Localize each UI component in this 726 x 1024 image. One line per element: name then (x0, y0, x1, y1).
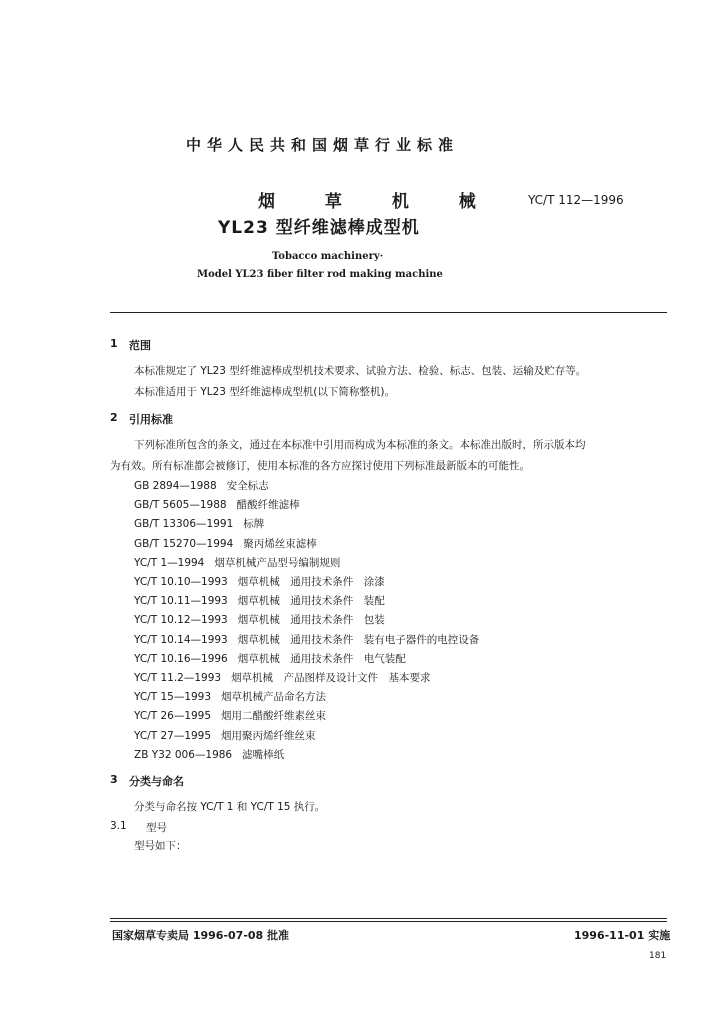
footer-divider-top (110, 918, 667, 919)
reference-title: 标牌 (243, 518, 265, 531)
reference-item (134, 632, 479, 647)
reference-code: YC/T 10.10—1993 (134, 576, 228, 588)
reference-item (134, 708, 326, 723)
reference-title: 烟用二醋酸纤维素丝束 (221, 710, 327, 723)
reference-item (134, 555, 340, 570)
section-2-title: 引用标准 (129, 413, 173, 426)
section-1-number: 1 (110, 337, 118, 350)
reference-title: 聚丙烯丝束滤棒 (243, 537, 317, 550)
standard-code: YC/T 112—1996 (528, 193, 624, 207)
subsection-3-1-title: 型号 (146, 822, 167, 834)
reference-code: ZB Y32 006—1986 (134, 748, 233, 761)
issued-date: 国家烟草专卖局 1996-07-08 批准 (112, 929, 290, 942)
reference-title: 烟草机械产品命名方法 (221, 691, 327, 704)
reference-title: 烟草机械 通用技术条件 包装 (237, 614, 385, 627)
reference-title: 烟用聚丙烯纤维丝束 (221, 729, 316, 742)
reference-item (134, 747, 284, 762)
section-3-title: 分类与命名 (129, 775, 184, 788)
reference-title: 烟草机械 通用技术条件 装配 (237, 595, 385, 608)
title-line-2: YL23 型纤维滤棒成型机 (218, 218, 420, 238)
reference-title: 烟草机械 产品图样及设计文件 基本要求 (231, 672, 431, 684)
reference-title: 烟草机械产品型号编制规则 (214, 556, 341, 569)
reference-item (134, 728, 316, 743)
reference-item (134, 497, 300, 512)
reference-code: YC/T 27—1995 (134, 729, 212, 742)
subsection-3-1-para: 型号如下： (134, 840, 187, 852)
section-3-number: 3 (110, 773, 118, 786)
reference-item (134, 651, 406, 666)
reference-title: 烟草机械 通用技术条件 涂漆 (237, 576, 385, 588)
reference-item (134, 478, 269, 493)
reference-code: YC/T 26—1995 (134, 710, 212, 723)
reference-code: YC/T 15—1993 (134, 691, 212, 704)
section-1-para-2: 本标准适用于 YL23 型纤维滤棒成型机(以下简称整机)。 (134, 386, 395, 398)
effective-date: 1996-11-01 实施 (574, 929, 671, 942)
reference-item (134, 536, 317, 551)
reference-item (134, 612, 385, 627)
english-title-line-2: Model YL23 fiber filter rod making machine (197, 269, 443, 280)
footer-divider-bottom (110, 921, 667, 922)
reference-title: 烟草机械 通用技术条件 装有电子器件的电控设备 (237, 633, 480, 646)
reference-title: 滤嘴棒纸 (242, 748, 285, 761)
reference-item (134, 593, 385, 608)
reference-title: 醋酸纤维滤棒 (236, 499, 300, 512)
reference-code: YC/T 10.12—1993 (134, 614, 228, 627)
section-1-para-1: 本标准规定了 YL23 型纤维滤棒成型机技术要求、试验方法、检验、标志、包装、运输及贮存等。 (134, 365, 587, 377)
section-3-para-1: 分类与命名按 YC/T 1 和 YC/T 15 执行。 (134, 801, 326, 813)
reference-code: GB/T 13306—1991 (134, 518, 234, 531)
reference-code: YC/T 1—1994 (134, 556, 205, 569)
reference-item (134, 670, 431, 685)
section-2-number: 2 (110, 411, 118, 424)
subsection-3-1-number: 3.1 (110, 820, 127, 832)
header-divider (110, 312, 667, 313)
reference-code: GB/T 15270—1994 (134, 537, 234, 550)
reference-item (134, 689, 326, 704)
reference-item (134, 574, 385, 589)
reference-code: GB/T 5605—1988 (134, 499, 227, 512)
english-title-line-1: Tobacco machinery· (272, 251, 384, 262)
title-line-1: 烟 草 机 械 (258, 192, 498, 212)
standard-category: 中华人民共和国烟草行业标准 (186, 136, 460, 154)
section-2-intro-line-2: 为有效。所有标准都会被修订，使用本标准的各方应探讨使用下列标准最新版本的可能性。 (110, 460, 530, 472)
reference-code: YC/T 10.14—1993 (134, 633, 228, 646)
page-number: 181 (649, 951, 667, 961)
reference-title: 烟草机械 通用技术条件 电气装配 (237, 652, 406, 665)
reference-code: YC/T 10.11—1993 (134, 595, 228, 608)
reference-item (134, 516, 264, 531)
reference-code: YC/T 11.2—1993 (134, 672, 222, 684)
section-1-title: 范围 (129, 339, 151, 352)
reference-code: YC/T 10.16—1996 (134, 652, 228, 665)
section-2-intro-line-1: 下列标准所包含的条文，通过在本标准中引用而构成为本标准的条文。本标准出版时，所示版本均 (134, 439, 586, 451)
reference-code: GB 2894—1988 (134, 480, 217, 492)
reference-title: 安全标志 (226, 480, 269, 492)
